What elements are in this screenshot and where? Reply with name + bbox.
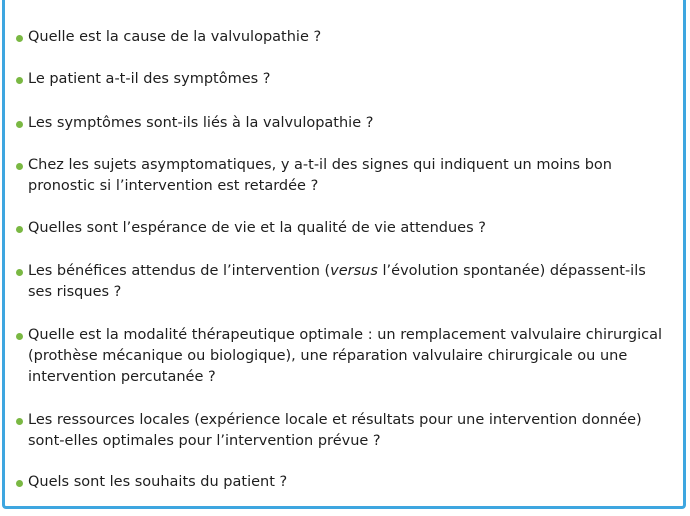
bullet-icon xyxy=(16,77,23,84)
bullet-icon xyxy=(16,35,23,42)
bullet-icon xyxy=(16,333,23,340)
question-text-line-1: Les ressources locales (expérience locale et résultats pour une intervention donnée) xyxy=(28,412,642,428)
question-text-part: Les bénéfices attendus de l’intervention ( xyxy=(28,263,331,279)
question-text-line-3: intervention percutanée ? xyxy=(28,369,216,385)
list-item xyxy=(16,69,656,90)
question-text-line-2: pronostic si l’intervention est retardée ? xyxy=(28,178,319,194)
question-text-line-1: Chez les sujets asymptomatiques, y a-t-il des signes qui indiquent un moins bon xyxy=(28,157,612,173)
list-item xyxy=(16,410,656,452)
list-item xyxy=(16,27,656,48)
question-text-line-2: (prothèse mécanique ou biologique), une réparation valvulaire chirurgicale ou une xyxy=(28,348,628,364)
question-text-line-2: ses risques ? xyxy=(28,284,122,300)
question-text: Quels sont les souhaits du patient ? xyxy=(28,474,288,490)
bullet-icon xyxy=(16,480,23,487)
bullet-icon xyxy=(16,269,23,276)
question-text: Quelles sont l’espérance de vie et la qualité de vie attendues ? xyxy=(28,220,486,236)
question-text-line-2: sont-elles optimales pour l’intervention prévue ? xyxy=(28,433,381,449)
bullet-icon xyxy=(16,163,23,170)
list-item xyxy=(16,218,656,239)
question-text-line-1 xyxy=(28,261,656,282)
question-text: Le patient a-t-il des symptômes ? xyxy=(28,71,271,87)
question-text: Quelle est la cause de la valvulopathie ? xyxy=(28,29,322,45)
bullet-icon xyxy=(16,418,23,425)
list-item xyxy=(16,113,656,134)
bullet-icon xyxy=(16,121,23,128)
question-text-part: l’évolution spontanée) dépassent-ils xyxy=(377,263,646,279)
list-item xyxy=(16,155,656,197)
list-item xyxy=(16,472,656,493)
bullet-icon xyxy=(16,226,23,233)
question-text-line-1: Quelle est la modalité thérapeutique optimale : un remplacement valvulaire chirurgical xyxy=(28,327,662,343)
list-item xyxy=(16,261,656,303)
question-text-italic: versus xyxy=(330,263,378,279)
list-item xyxy=(16,325,662,388)
question-text: Les symptômes sont-ils liés à la valvulopathie ? xyxy=(28,115,374,131)
